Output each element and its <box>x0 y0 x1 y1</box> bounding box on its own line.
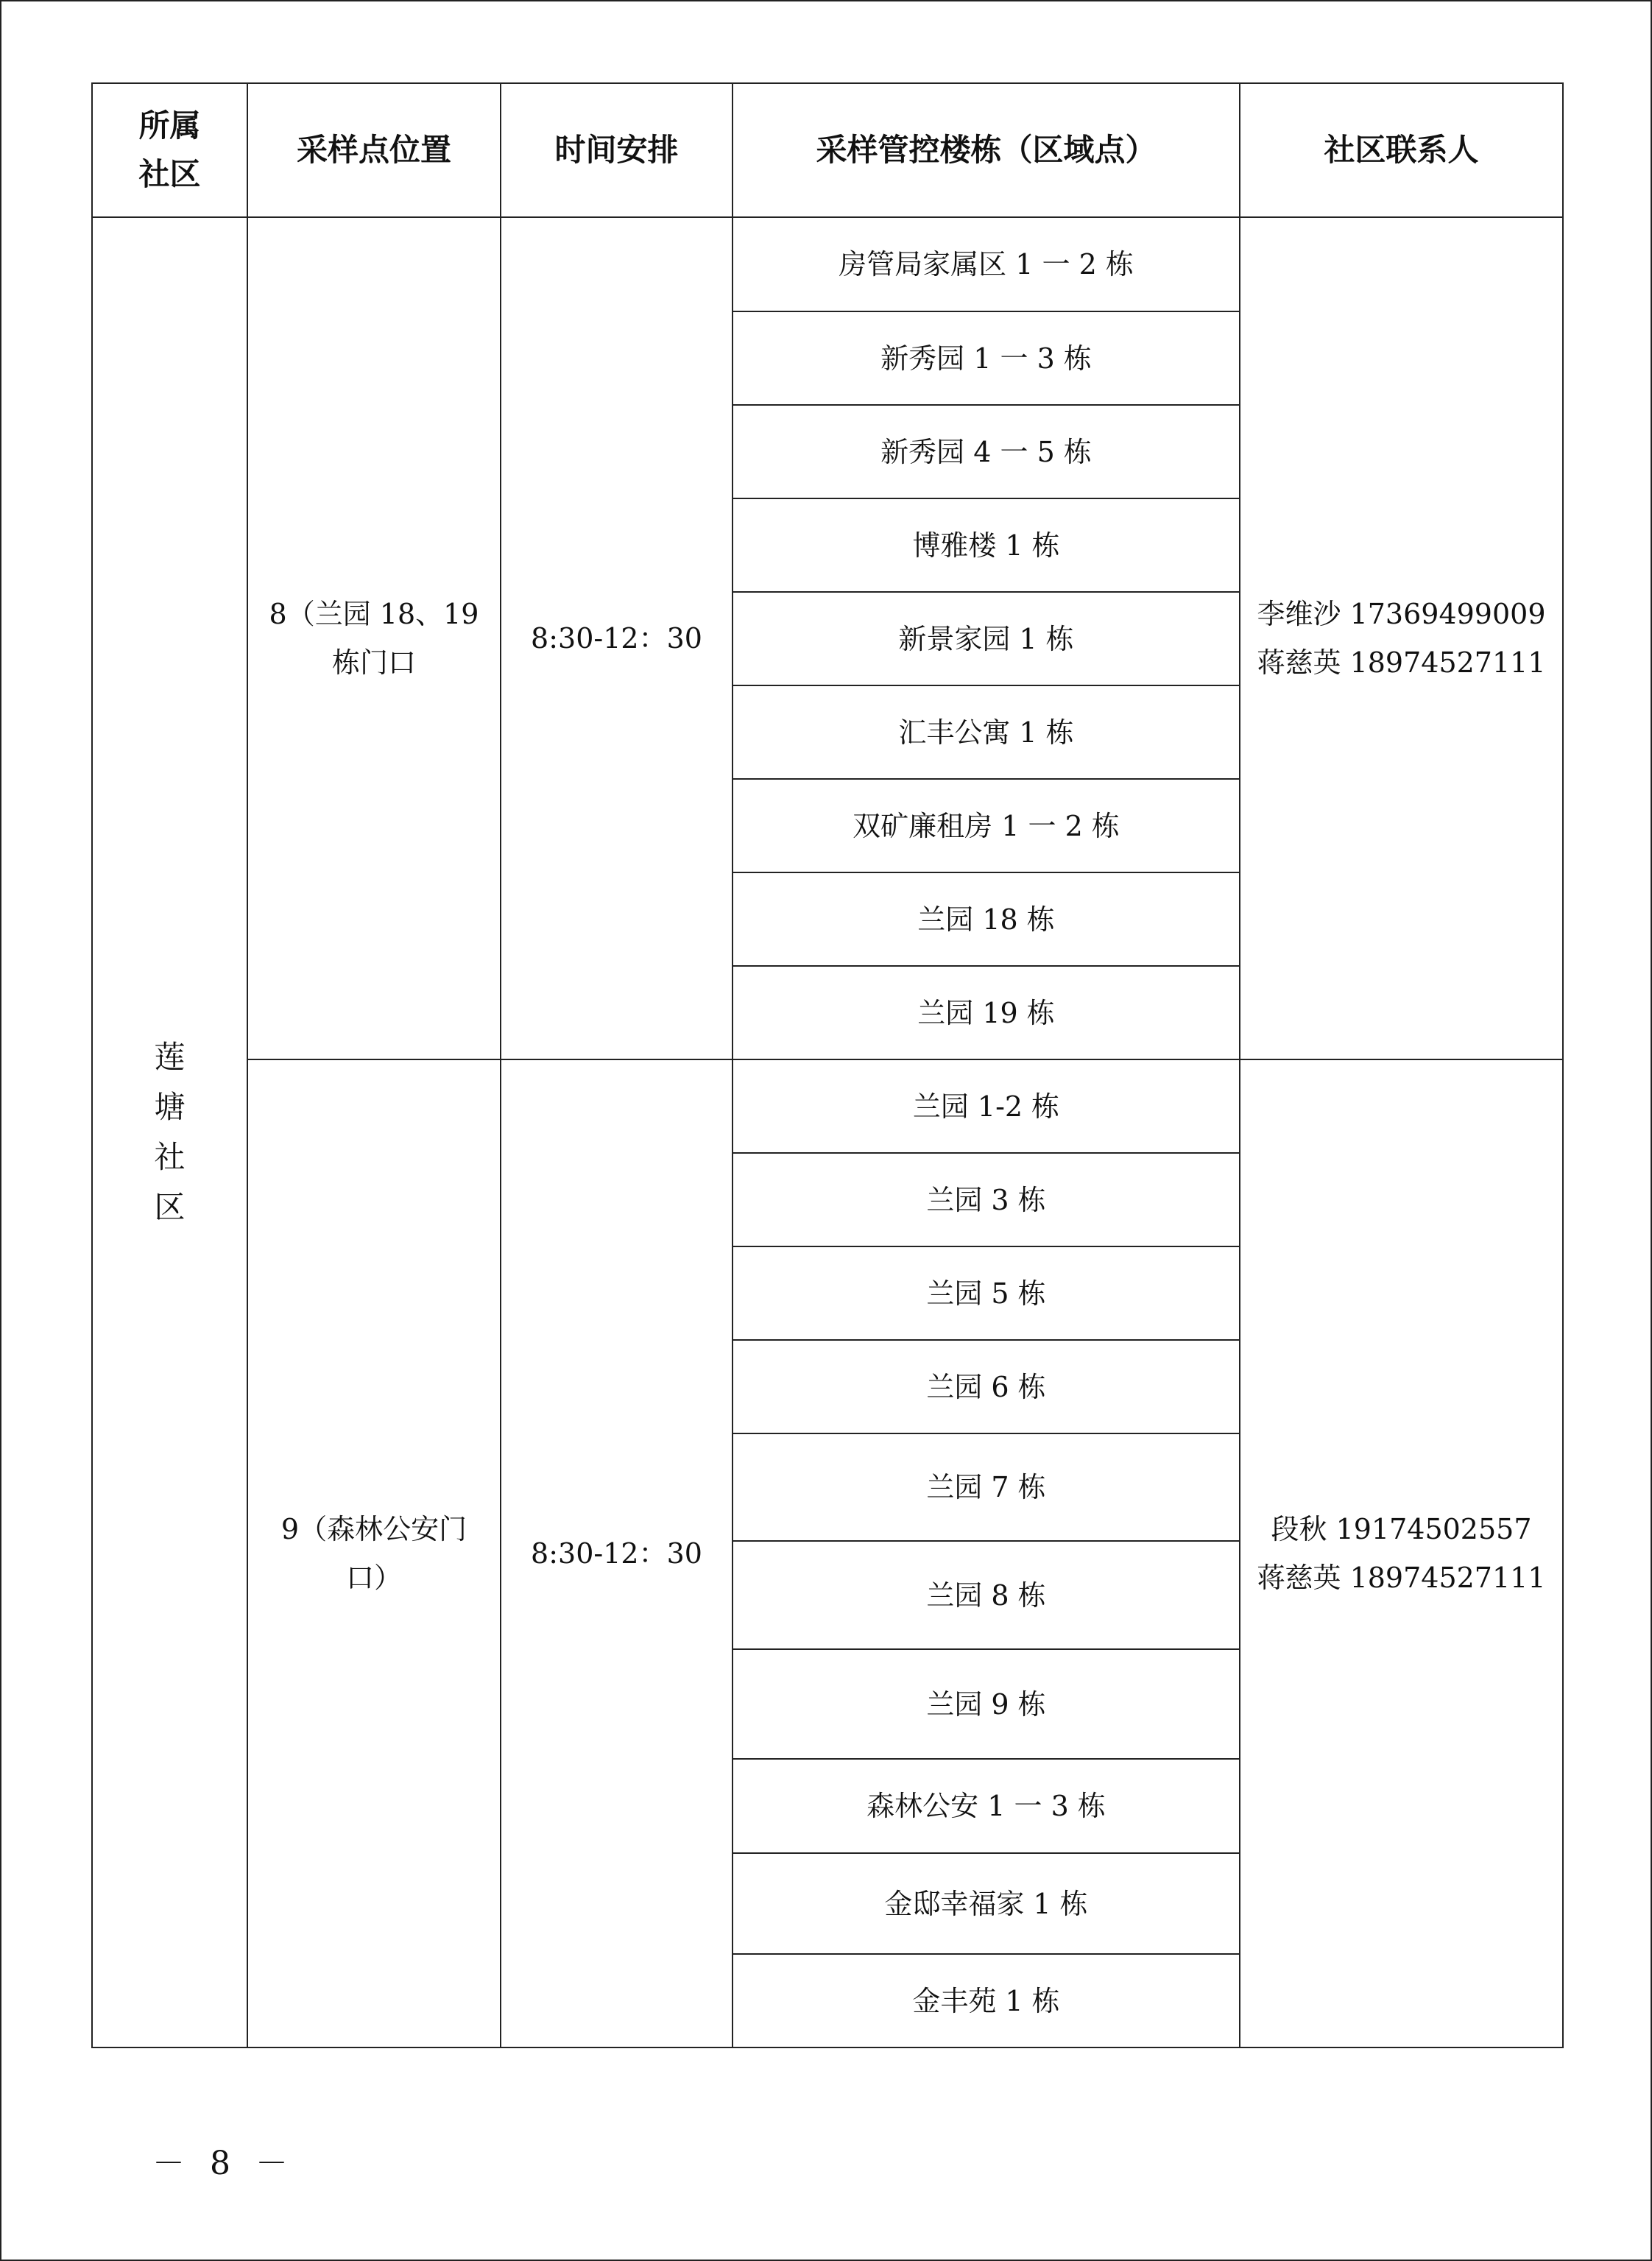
time-cell: 8:30-12：30 <box>501 1059 733 2047</box>
community-char: 莲 <box>154 1039 186 1075</box>
sampling-site-line: 9（森林公安门 <box>280 1513 467 1545</box>
header-community-line: 社区 <box>138 156 201 192</box>
sampling-site-line: 口） <box>345 1562 402 1594</box>
sampling-schedule-table <box>91 82 1564 2048</box>
header-time: 时间安排 <box>501 83 733 217</box>
building-cell: 兰园 1-2 栋 <box>733 1059 1240 1153</box>
header-community-line: 所属 <box>138 107 201 144</box>
sampling-site-line: 8（兰园 18、19 <box>269 598 479 630</box>
header-site: 采样点位置 <box>247 83 501 217</box>
sampling-site-cell <box>247 1059 501 2047</box>
header-buildings: 采样管控楼栋（区域点） <box>733 83 1240 217</box>
community-char: 塘 <box>154 1089 186 1125</box>
building-cell: 新景家园 1 栋 <box>733 592 1240 685</box>
building-cell: 双矿廉租房 1 一 2 栋 <box>733 779 1240 872</box>
building-cell: 兰园 5 栋 <box>733 1246 1240 1340</box>
building-cell: 房管局家属区 1 一 2 栋 <box>733 217 1240 311</box>
building-cell: 博雅楼 1 栋 <box>733 498 1240 592</box>
building-cell: 森林公安 1 一 3 栋 <box>733 1759 1240 1853</box>
contact-cell <box>1240 1059 1563 2047</box>
table-header-row <box>92 83 1563 217</box>
contact-cell <box>1240 217 1563 1059</box>
contact-line: 蒋慈英 18974527111 <box>1257 1562 1546 1594</box>
table-row <box>92 217 1563 311</box>
contact-line: 段秋 19174502557 <box>1271 1513 1532 1545</box>
building-cell: 兰园 19 栋 <box>733 966 1240 1059</box>
sampling-site-line: 栋门口 <box>331 646 416 679</box>
building-cell: 兰园 7 栋 <box>733 1433 1240 1541</box>
building-cell: 兰园 6 栋 <box>733 1340 1240 1433</box>
community-cell <box>92 217 247 2047</box>
contact-line: 蒋慈英 18974527111 <box>1257 646 1546 679</box>
building-cell: 新秀园 1 一 3 栋 <box>733 311 1240 405</box>
table-row <box>92 1059 1563 1153</box>
building-cell: 汇丰公寓 1 栋 <box>733 685 1240 779</box>
building-cell: 新秀园 4 一 5 栋 <box>733 405 1240 498</box>
building-cell: 兰园 8 栋 <box>733 1541 1240 1649</box>
community-char: 社 <box>154 1139 186 1175</box>
contact-line: 李维沙 17369499009 <box>1257 598 1546 630</box>
building-cell: 金丰苑 1 栋 <box>733 1954 1240 2047</box>
community-char: 区 <box>154 1189 186 1225</box>
header-community <box>92 83 247 217</box>
sampling-site-cell <box>247 217 501 1059</box>
building-cell: 兰园 9 栋 <box>733 1649 1240 1759</box>
building-cell: 兰园 3 栋 <box>733 1153 1240 1246</box>
page-number: － 8 － <box>152 2145 295 2182</box>
time-cell: 8:30-12：30 <box>501 217 733 1059</box>
building-cell: 兰园 18 栋 <box>733 872 1240 966</box>
building-cell: 金邸幸福家 1 栋 <box>733 1853 1240 1954</box>
header-contact: 社区联系人 <box>1240 83 1563 217</box>
